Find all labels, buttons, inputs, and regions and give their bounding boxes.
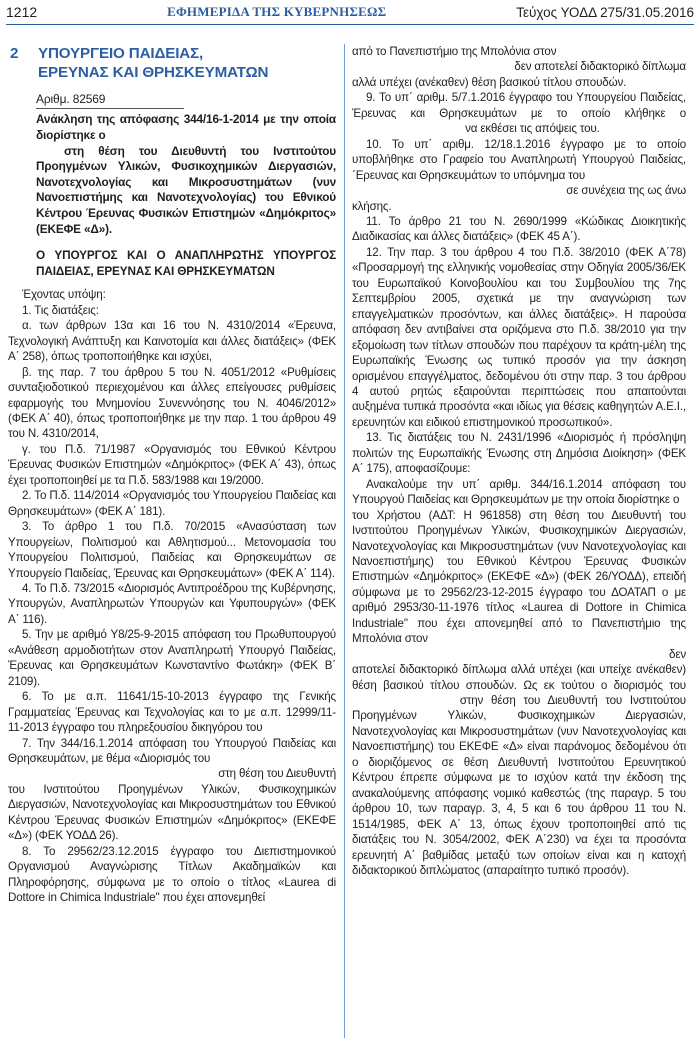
- paragraph-8-cont-2: δεν αποτελεί διδακτορικό δίπλωμα: [514, 60, 686, 74]
- paragraph-11: 11. Το άρθρο 21 του Ν. 2690/1999 «Κώδικας Διοικητικής Διαδικασίας και άλλες διατάξεις» (ΦΕΚ 45 Α΄).: [352, 214, 686, 244]
- decision-subject: [36, 112, 336, 237]
- column-divider: [344, 44, 345, 1038]
- ministry-name: [38, 44, 336, 82]
- gazette-title: ΕΦΗΜΕΡΙΔΑ ΤΗΣ ΚΥΒΕΡΝΗΣΕΩΣ: [167, 4, 387, 19]
- ministry-heading: [8, 44, 336, 82]
- ministry-line-2: ΕΡΕΥΝΑΣ ΚΑΙ ΘΡΗΣΚΕΥΜΑΤΩΝ: [38, 64, 269, 81]
- paragraph-12: 12. Την παρ. 3 του άρθρου 4 του Π.δ. 38/2010 (ΦΕΚ Α΄78) «Προσαρμογή της ελληνικής νομοθεσίας στην Οδηγία 2005/36/ΕΚ του Ευρωπαϊκού Κοινοβουλίου και του Συμβουλίου της 7ης Σεπτεμβρίου 2005, σχετικά με την αναγνώριση των επαγγελματικών προσόντων, και άλλες διατάξεις». Η παρούσα απόφαση δεν αντιβαίνει στα οριζόμενα στο Π.δ. 38/2010 για την εξομοίωση των τίτλων σπουδών που παρέχουν τα κράτη-μέλη της Ευρωπαϊκής Ένωσης ως τυπικό προσόν για την άσκηση ορισμένου επαγγέλματος, δεδομένου ότι στην παρ. 3 του άρθρου 4 αυτού ρητώς εξαιρούνται περιπτώσεις που απαιτούνται αυξημένα τυπικά προσόντα «και ιδίως για θέσεις καθηγητών Α.Ε.Ι., ερευνητών και ειδικού επιστημονικού προσωπικού».: [352, 245, 686, 429]
- paragraph-9a: 9. Το υπ΄ αριθμ. 5/7.1.2016 έγγραφο του Υπουργείου Παιδείας, Έρευνας και Θρησκευμάτων με το οποίο κλήθηκε ο: [352, 91, 686, 120]
- page-number: 1212: [6, 4, 38, 20]
- paragraph-1: 1. Τις διατάξεις:: [22, 303, 99, 317]
- decision-text-2: του Χρήστου (ΑΔΤ: Η 961858) στη θέση του Διευθυντή του Ινστιτούτου Προηγμένων Υλικών, Φυσικοχημικών Διεργασιών, Νανοτεχνολογίας και Μικροσυστημάτων (νυν Νανοτεχνολογίας και Νανοεπιστήμης) του Εθνικού Κέντρου Έρευνας Φυσικών Επιστημών «Δημόκριτος» (ΕΚΕΦΕ «Δ») (ΦΕΚ 26/ΥΟΔΔ), επειδή σύμφωνα με το 29562/23-12-2015 έγγραφο του ΔΟΑΤΑΠ ο με αριθμό 2953/30-11-1976 τίτλος «Laurea di Dottore in Chimica Industriale" που έχει απονεμηθεί από το Πανεπιστήμιο της Μπολόνια στον: [352, 508, 686, 646]
- decision-text-3: δεν: [669, 647, 686, 661]
- paragraph-2: 2. Το Π.δ. 114/2014 «Οργανισμός του Υπουργείου Παιδείας και Θρησκευμάτων» (ΦΕΚ Α΄ 181).: [8, 489, 336, 518]
- issue-label: Τεύχος ΥΟΔΔ 275/31.05.2016: [516, 4, 694, 20]
- right-column: [352, 44, 686, 1038]
- paragraph-7b: στη θέση του Διευθυντή: [218, 767, 336, 781]
- paragraph-1c: γ. του Π.δ. 71/1987 «Οργανισμός του Εθνικού Κέντρου Έρευνας Φυσικών Επιστημών «Δημόκριτος» (ΦΕΚ Α΄ 43), όπως έχει τροποποιηθεί με τα Π.δ. 583/1988 και 19/2000.: [8, 442, 336, 487]
- paragraph-4: 4. Το Π.δ. 73/2015 «Διορισμός Αντιπροέδρου της Κυβέρνησης, Υπουργών, Αναπληρωτών Υπουργών και Υφυπουργών» (ΦΕΚ Α΄ 116).: [8, 582, 336, 626]
- paragraph-7c: του Ινστιτούτου Προηγμένων Υλικών, Φυσικοχημικών Διεργασιών, Νανοτεχνολογίας και Μικροσυστημάτων του Εθνικού Κέντρου Έρευνας Φυσικών Επιστημών «Δημόκριτος» (ΕΚΕΦΕ «Δ») (ΦΕΚ ΥΟΔΔ 26).: [8, 782, 336, 843]
- decision-text-4a: αποτελεί διδακτορικό δίπλωμα αλλά υπέχει (και υπείχε ανέκαθεν) θέση βασικού τίτλου σπουδών. Ως εκ τούτου ο διορισμός του: [352, 663, 686, 692]
- paragraph-10c: κλήσης.: [352, 199, 392, 213]
- paragraph-5: 5. Την με αριθμό Υ8/25-9-2015 απόφαση του Πρωθυπουργού «Ανάθεση αρμοδιοτήτων στον Αναπληρωτή Υπουργό Παιδείας, Έρευνας και Θρησκευμάτων Κωνσταντίνο Φωτάκη» (ΦΕΚ Β΄ 2109).: [8, 628, 336, 688]
- ministry-line-1: ΥΠΟΥΡΓΕΙΟ ΠΑΙΔΕΙΑΣ,: [38, 45, 204, 62]
- paragraph-7a: 7. Την 344/16.1.2014 απόφαση του Υπουργού Παιδείας και Θρησκευμάτων, με θέμα «Διορισμός του: [8, 736, 336, 765]
- paragraph-9b: να εκθέσει τις απόψεις του.: [465, 122, 600, 136]
- decision-number: Αριθμ. 82569: [36, 92, 184, 109]
- page-header: [6, 0, 694, 25]
- paragraph-1b: β. της παρ. 7 του άρθρου 5 του Ν. 4051/2012 «Ρυθμίσεις συνταξιοδοτικού περιεχομένου και άλλες επείγουσες ρυθμίσεις εφαρμογής του Μνημονίου Συνεννόησης του Ν. 4046/2012» (ΦΕΚ Α΄ 40), όπως τροποποιήθηκε με την παρ. 1 του άρθρου 49 του Ν. 4310/2014,: [8, 365, 336, 441]
- subject-part-1: Ανάκληση της απόφασης 344/16-1-2014 με την οποία διορίστηκε ο: [36, 112, 336, 143]
- section-number: 2: [10, 45, 19, 62]
- left-column: [8, 44, 336, 1038]
- subject-part-2: στη θέση του Διευθυντή του Ινστιτούτου Προηγμένων Υλικών, Φυσικοχημικών Διεργασιών, Νανοτεχνολογίας και Μικροσυστημάτων (νυν Νανοεπιστήμης και Νανοτεχνολογίας) του Εθνικού Κέντρου Έρευνας Φυσικών Επιστημών «Δημόκριτος» (ΕΚΕΦΕ «Δ»).: [36, 143, 336, 236]
- paragraph-8-cont-1: από το Πανεπιστήμιο της Μπολόνια στον: [352, 45, 557, 58]
- decision-text-1: Ανακαλούμε την υπ΄ αριθμ. 344/16.1.2014 απόφαση του Υπουργού Παιδείας και Θρησκευμάτων με την οποία διορίστηκε ο: [352, 477, 686, 507]
- paragraph-3: 3. Το άρθρο 1 του Π.δ. 70/2015 «Ανασύσταση των Υπουργείων, Πολιτισμού και Αθλητισμού... Μετονομασία του Υπουργείου Πολιτισμού, Παιδείας και Θρησκευμάτων σε Υπουργείο Παιδείας, Έρευνας και Θρησκευμάτων» (ΦΕΚ Α΄ 114).: [8, 520, 336, 580]
- issuing-authority: Ο ΥΠΟΥΡΓΟΣ ΚΑΙ Ο ΑΝΑΠΛΗΡΩΤΗΣ ΥΠΟΥΡΓΟΣ ΠΑΙΔΕΙΑΣ, ΕΡΕΥΝΑΣ ΚΑΙ ΘΡΗΣΚΕΥΜΑΤΩΝ: [36, 248, 336, 278]
- paragraph-13: 13. Τις διατάξεις του Ν. 2431/1996 «Διορισμός ή πρόσληψη πολιτών της Ευρωπαϊκής Ένωσης στη Δημόσια Διοίκηση» (ΦΕΚ Α΄ 175), αποφασίζουμε:: [352, 431, 686, 476]
- paragraph-6: 6. Το με α.π. 11641/15-10-2013 έγγραφο της Γενικής Γραμματείας Έρευνας και Τεχνολογίας και το με α.π. 12999/11-11-2013 έγγραφο του πληρεξουσίου δικηγόρου του: [8, 690, 336, 735]
- paragraph-10b: σε συνέχεια της ως άνω: [566, 184, 686, 198]
- decision-text-4: [352, 662, 686, 878]
- paragraph-8: 8. Το 29562/23.12.2015 έγγραφο του Διεπιστημονικού Οργανισμού Αναγνώρισης Τίτλων Ακαδημαϊκών και Πληροφόρησης, σύμφωνα με το οποίο ο τίτλος «Laurea di Dottore in Chimica Industriale" που έχει απονεμηθεί: [8, 844, 336, 905]
- paragraph-8-cont-3: αλλά υπέχει (ανέκαθεν) θέση βασικού τίτλου σπουδών.: [352, 75, 627, 89]
- paragraph-9: [352, 90, 686, 136]
- paragraph-1a: α. των άρθρων 13α και 16 του Ν. 4310/2014 «Έρευνα, Τεχνολογική Ανάπτυξη και Καινοτομία και άλλες διατάξεις» (ΦΕΚ Α΄ 258), όπως τροποποιήθηκε και ισχύει,: [8, 319, 336, 364]
- decision-text-5: στην θέση του Διευθυντή του Ινστιτούτου Προηγμένων Υλικών, Φυσικοχημικών Διεργασιών, Νανοτεχνολογίας και Μικροσυστημάτων (νυν Νανοτεχνολογίας και Νανοεπιστήμης) του ΕΚΕΦΕ «Δ» είναι παράνομος δεδομένου ότι ο διοριζόμενος σε θέση Διευθυντή Ινστιτούτου Ερευνητικού Κέντρου έπρεπε σύμφωνα με το ισχύον κατά την έκδοση της ανακαλούμενης απόφασης νομικό καθεστώς (της παραγρ. 5 του άρθρου 10, των παραγρ. 3, 4, 5 και 6 του άρθρου 11 του Ν. 1514/1985, ΦΕΚ Α΄ 13, όπως έχουν τροποποιηθεί από τις διατάξεις του Ν. 3054/2002, ΦΕΚ Α΄230) να έχει τα προσόντα ερευνητή Α΄ βαθμίδας μεταξύ των οποίων είναι και η κατοχή διδακτορικού διπλώματος (απαραίτητο τυπικό προσόν).: [352, 694, 686, 878]
- paragraph-10a: 10. Το υπ΄ αριθμ. 12/18.1.2016 έγγραφο με το οποίο υποβλήθηκε στο Γραφείο του Αναπληρωτή Υπουργού Παιδείας, ΄Ερευνας και Θρησκευμάτων το υπόμνημα του: [352, 137, 686, 182]
- having-regard: Έχοντας υπόψη:: [22, 288, 106, 302]
